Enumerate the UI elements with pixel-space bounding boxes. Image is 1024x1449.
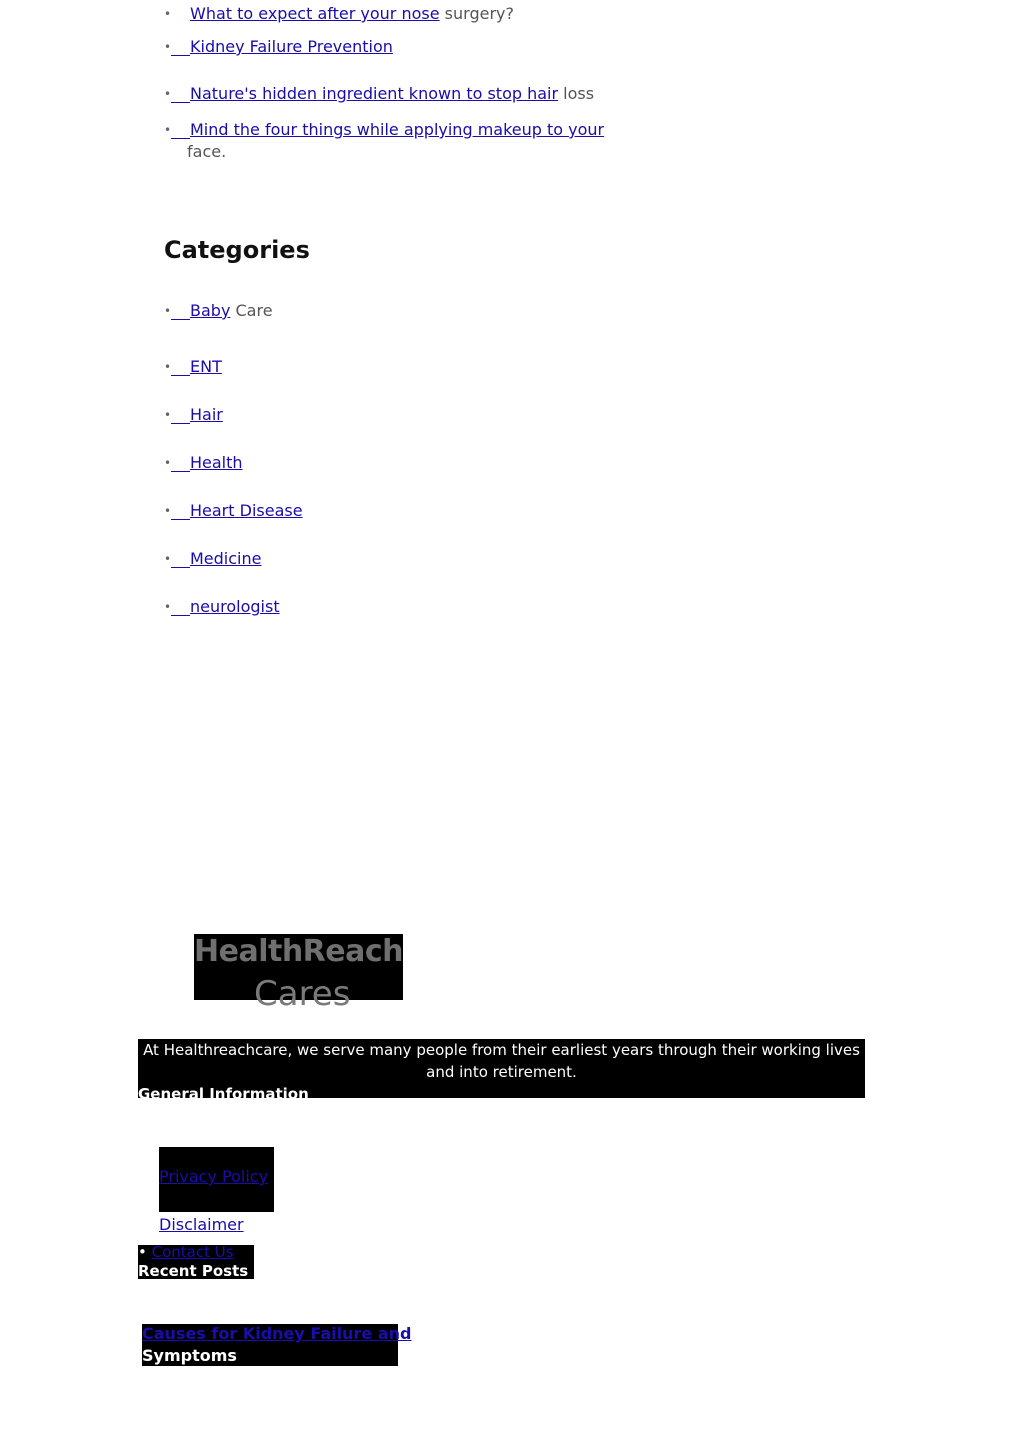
bullet-icon: • [164, 600, 172, 614]
category-item [164, 404, 303, 452]
bullet-icon: • [164, 87, 172, 101]
recent-post-title-continuation: Symptoms [142, 1346, 237, 1365]
recent-posts-heading: Recent Posts [138, 1262, 249, 1280]
category-link-medicine[interactable]: Medicine [190, 549, 262, 568]
logo-text-primary: HealthReach [194, 934, 404, 969]
logo-text-secondary: Cares [254, 974, 351, 1014]
list-item: • What to expect after your nose surgery? [164, 4, 514, 23]
bullet-icon: • [164, 40, 172, 54]
disclaimer-link[interactable]: Disclaimer [159, 1215, 244, 1234]
recent-post-link[interactable]: Causes for Kidney Failure and [142, 1324, 412, 1343]
category-item [164, 596, 303, 644]
categories-heading: Categories [164, 236, 310, 264]
recent-post-link[interactable]: Mind the four things while applying makeup to your [190, 120, 605, 139]
category-item [164, 548, 303, 596]
footer-about [138, 1039, 865, 1103]
list-item: • Mind the four things while applying makeup to your face. [164, 120, 605, 161]
list-item [164, 36, 624, 83]
category-link-neurologist[interactable]: neurologist [190, 597, 280, 616]
bullet-icon: • [164, 504, 172, 518]
bullet-icon: • [164, 552, 172, 566]
about-text: At Healthreachcare, we serve many people from their earliest years through their working lives and into retirement. [143, 1041, 860, 1081]
recent-post-link[interactable]: Nature's hidden ingredient known to stop hair [190, 84, 559, 103]
contact-block [138, 1245, 254, 1279]
privacy-policy-link[interactable]: Privacy Policy [159, 1167, 269, 1186]
recent-post-link[interactable]: Kidney Failure Prevention [190, 37, 393, 56]
category-link-baby-care[interactable]: Baby [190, 301, 231, 320]
recent-posts-list [164, 0, 624, 163]
site-logo[interactable] [194, 934, 404, 1014]
categories-list [164, 300, 303, 644]
bullet-icon: • [164, 7, 172, 21]
list-item: • Nature's hidden ingredient known to stop hair loss [164, 84, 595, 103]
category-item [164, 356, 303, 404]
category-item [164, 452, 303, 500]
bullet-icon: • [164, 408, 172, 422]
category-link-health[interactable]: Health [190, 453, 243, 472]
bullet-icon: • [164, 456, 172, 470]
contact-us-link[interactable]: Contact Us [151, 1243, 234, 1261]
general-info-heading: General Information [138, 1085, 309, 1103]
category-item: • Baby Care [164, 301, 273, 320]
bullet-icon: • [138, 1243, 147, 1261]
bullet-icon: • [164, 123, 172, 137]
footer-recent-post [142, 1324, 412, 1366]
bullet-icon: • [164, 304, 172, 318]
category-link-heart-disease[interactable]: Heart Disease [190, 501, 303, 520]
bullet-icon: • [164, 360, 172, 374]
category-item [164, 500, 303, 548]
category-link-ent[interactable]: ENT [190, 357, 222, 376]
recent-post-link[interactable]: What to expect after your nose [190, 4, 440, 23]
category-link-hair[interactable]: Hair [190, 405, 223, 424]
privacy-policy-block [159, 1147, 274, 1212]
